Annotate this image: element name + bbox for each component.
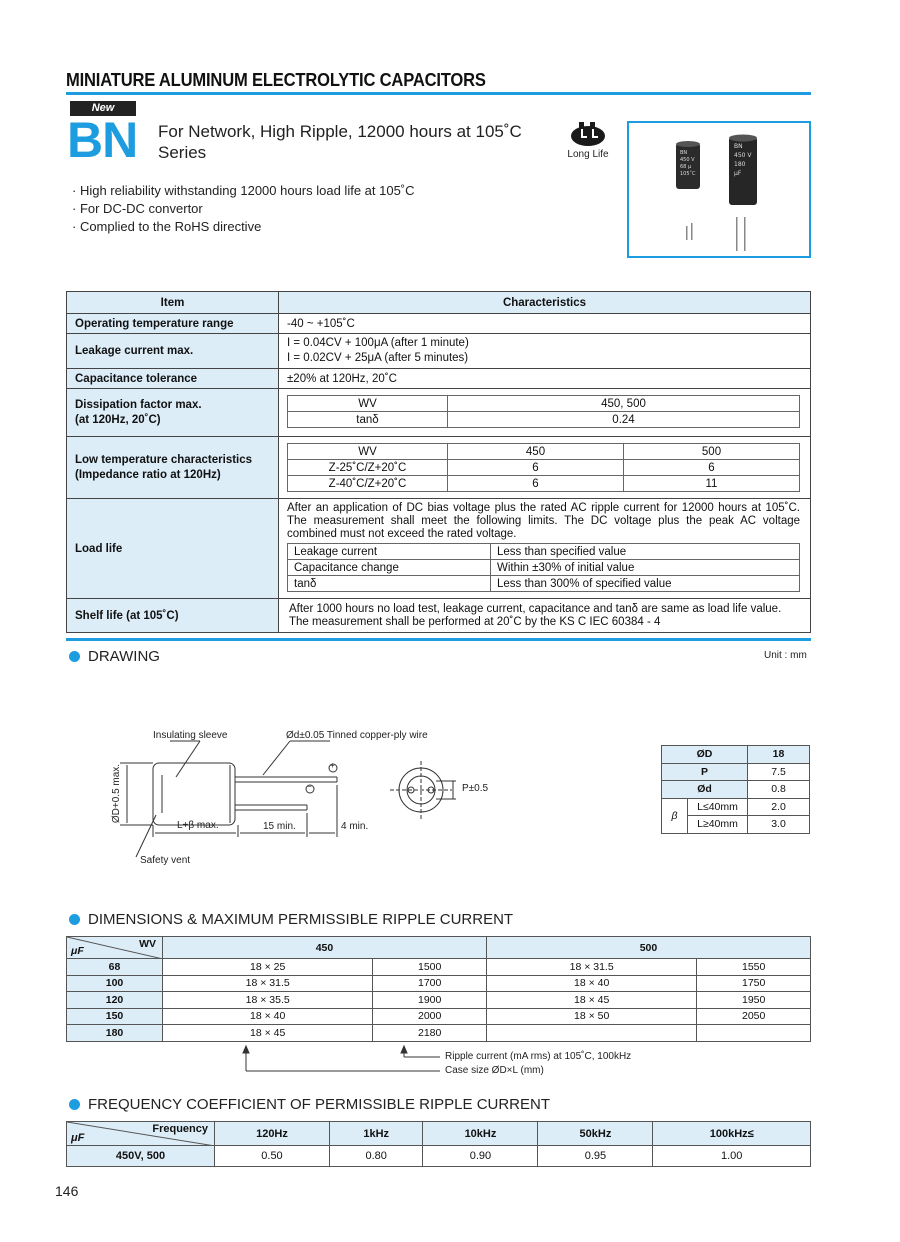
ripple-current	[697, 1025, 811, 1042]
series-subtitle	[158, 121, 522, 163]
ripple-uf: 100	[67, 975, 163, 992]
dim-header-18: 18	[748, 746, 810, 764]
shelf-life-label: Shelf life (at 105˚C)	[67, 599, 279, 633]
ripple-size: 18 × 40	[163, 1008, 373, 1025]
load-cell: Less than 300% of specified value	[491, 576, 800, 592]
freq-corner-uf: μF	[71, 1132, 85, 1144]
dim-value-l1: 2.0	[748, 798, 810, 816]
lt-cell: 500	[624, 444, 800, 460]
ripple-size	[486, 1025, 696, 1042]
freq-row-label: 450V, 500	[67, 1146, 215, 1167]
ripple-size: 18 × 35.5	[163, 992, 373, 1009]
dim-value-d: 0.8	[748, 781, 810, 799]
ripple-heading-text: DIMENSIONS & MAXIMUM PERMISSIBLE RIPPLE CURRENT	[88, 911, 514, 928]
long-life-label: Long Life	[567, 149, 609, 160]
lt-cell: 6	[624, 460, 800, 476]
freq-value: 0.95	[538, 1146, 653, 1167]
lt-cell: 6	[448, 460, 624, 476]
shelf-line-1: After 1000 hours no load test, leakage current, capacitance and tanδ are same as load life value.	[289, 603, 782, 615]
dim-row-l2: L≥40mm	[688, 816, 748, 834]
cap1-text-2: 450 V	[680, 157, 695, 163]
pitch-label: P±0.5	[462, 783, 489, 794]
dim-header-d: ØD	[662, 746, 748, 764]
dim-row-d: Ød	[662, 781, 748, 799]
df-label-2: (at 120Hz, 20˚C)	[75, 413, 161, 426]
capacitor-drawing	[100, 725, 520, 875]
lt-cell: WV	[288, 444, 448, 460]
lead-15-label: 15 min.	[263, 821, 296, 832]
feature-item: · For DC-DC convertor	[72, 201, 203, 216]
ripple-note-current: Ripple current (mA rms) at 105˚C, 100kHz	[445, 1051, 632, 1062]
load-life-text: After an application of DC bias voltage plus the rated AC ripple current for 12000 hours at 105˚C. The measurement shall meet the following limits. The DC voltage plus the peak AC voltage combined must not exceed the rated voltage.	[287, 502, 800, 540]
page-title: MINIATURE ALUMINUM ELECTROLYTIC CAPACITORS	[66, 70, 486, 90]
ripple-size: 18 × 31.5	[486, 959, 696, 976]
page-number: 146	[55, 1183, 79, 1199]
df-label-1: Dissipation factor max.	[75, 398, 202, 411]
freq-value: 1.00	[653, 1146, 811, 1167]
ripple-col-500: 500	[486, 937, 810, 959]
dim-row-p: P	[662, 763, 748, 781]
ripple-uf: 68	[67, 959, 163, 976]
drawing-heading-text: DRAWING	[88, 648, 160, 665]
low-temp-table	[287, 443, 800, 492]
freq-value: 0.80	[329, 1146, 423, 1167]
df-table	[287, 395, 800, 428]
cap1-text-4: 105˚C	[680, 171, 696, 177]
frequency-heading	[69, 1096, 550, 1113]
lt-cell: 450	[448, 444, 624, 460]
freq-col: 50kHz	[538, 1122, 653, 1146]
length-label: L+β max.	[177, 820, 219, 831]
lead-dimension-table	[661, 745, 810, 834]
leakage-line-2: I = 0.02CV + 25μA (after 5 minutes)	[287, 352, 469, 364]
freq-col: 100kHz≤	[653, 1122, 811, 1146]
wire-label: Ød±0.05 Tinned copper-ply wire	[286, 730, 428, 741]
leakage-label: Leakage current max.	[67, 334, 279, 369]
df-tan-value: 0.24	[448, 412, 800, 428]
ripple-size: 18 × 31.5	[163, 975, 373, 992]
ripple-heading	[69, 911, 513, 928]
shelf-line-2: The measurement shall be performed at 20˚C by the KS C IEC 60384 - 4	[289, 616, 661, 628]
ripple-col-450: 450	[163, 937, 487, 959]
ripple-current: 1950	[697, 992, 811, 1009]
lt-cell: Z-40˚C/Z+20˚C	[288, 476, 448, 492]
ripple-uf: 120	[67, 992, 163, 1009]
drawing-heading	[69, 648, 160, 665]
cap1-text-1: BN	[680, 150, 688, 156]
lt-cell: Z-25˚C/Z+20˚C	[288, 460, 448, 476]
ripple-size: 18 × 45	[486, 992, 696, 1009]
insulating-sleeve-label: Insulating sleeve	[153, 730, 228, 741]
specifications-table	[66, 291, 811, 633]
freq-col: 1kHz	[329, 1122, 423, 1146]
subtitle-line-2: Series	[158, 143, 207, 162]
lt-cell: 6	[448, 476, 624, 492]
cap-tolerance-value: ±20% at 120Hz, 20˚C	[279, 369, 811, 389]
ripple-current: 1750	[697, 975, 811, 992]
frequency-table	[66, 1121, 811, 1167]
feature-item: · High reliability withstanding 12000 hours load life at 105˚C	[72, 183, 415, 198]
leakage-line-1: I = 0.04CV + 100μA (after 1 minute)	[287, 337, 469, 349]
cap1-text-3: 68 μ	[680, 164, 692, 170]
low-temp-label-1: Low temperature characteristics	[75, 453, 253, 466]
df-wv-value: 450, 500	[448, 396, 800, 412]
df-tan-label: tanδ	[288, 412, 448, 428]
diameter-label: ØD+0.5 max.	[111, 763, 123, 824]
freq-col: 10kHz	[423, 1122, 538, 1146]
ripple-current: 1500	[373, 959, 487, 976]
load-cell: Capacitance change	[288, 560, 491, 576]
ripple-size: 18 × 40	[486, 975, 696, 992]
cap-tolerance-label: Capacitance tolerance	[67, 369, 279, 389]
cap2-text-2: 450 V	[734, 152, 752, 159]
freq-corner-frequency: Frequency	[152, 1123, 208, 1135]
ripple-current: 1700	[373, 975, 487, 992]
ripple-table	[66, 936, 811, 1042]
safety-vent-label: Safety vent	[140, 855, 191, 866]
new-badge: New	[70, 101, 136, 116]
op-temp-value: -40 ~ +105˚C	[279, 314, 811, 334]
title-rule	[66, 92, 811, 95]
plus-icon: +	[330, 761, 335, 770]
subtitle-line-1: For Network, High Ripple, 12000 hours at 105˚C	[158, 122, 522, 141]
lead-4-label: 4 min.	[341, 821, 369, 832]
freq-corner-cell	[67, 1122, 215, 1146]
load-cell: Leakage current	[288, 544, 491, 560]
cap2-text-1: BN	[734, 143, 743, 150]
col-header-item: Item	[67, 292, 279, 314]
load-life-table	[287, 543, 800, 592]
load-life-label: Load life	[67, 499, 279, 599]
feature-list	[72, 182, 415, 236]
feature-item: · Complied to the RoHS directive	[72, 219, 262, 234]
dim-row-l1: L≤40mm	[688, 798, 748, 816]
ripple-current: 2050	[697, 1008, 811, 1025]
bullet-icon	[69, 651, 80, 662]
ripple-current: 1550	[697, 959, 811, 976]
ripple-uf: 180	[67, 1025, 163, 1042]
dim-beta: β	[662, 798, 688, 833]
series-code: BN	[67, 112, 138, 168]
freq-value: 0.90	[423, 1146, 538, 1167]
ripple-uf: 150	[67, 1008, 163, 1025]
ripple-annotation	[240, 1044, 660, 1080]
ripple-size: 18 × 25	[163, 959, 373, 976]
load-cell: Within ±30% of initial value	[491, 560, 800, 576]
dim-value-p: 7.5	[748, 763, 810, 781]
minus-icon: −	[307, 782, 312, 791]
df-wv-label: WV	[288, 396, 448, 412]
ripple-corner-uf: μF	[71, 945, 84, 957]
ripple-current: 2180	[373, 1025, 487, 1042]
frequency-heading-text: FREQUENCY COEFFICIENT OF PERMISSIBLE RIPPLE CURRENT	[88, 1096, 551, 1113]
section-rule	[66, 638, 811, 641]
ripple-current: 1900	[373, 992, 487, 1009]
load-cell: tanδ	[288, 576, 491, 592]
ripple-current: 2000	[373, 1008, 487, 1025]
lt-cell: 11	[624, 476, 800, 492]
low-temp-label-2: (Impedance ratio at 120Hz)	[75, 468, 221, 481]
bullet-icon	[69, 914, 80, 925]
op-temp-label: Operating temperature range	[67, 314, 279, 334]
cap2-text-3: 180	[734, 161, 746, 168]
freq-col: 120Hz	[215, 1122, 330, 1146]
cap2-text-4: μF	[734, 170, 742, 177]
unit-label: Unit : mm	[764, 650, 807, 661]
col-header-characteristics: Characteristics	[279, 292, 811, 314]
ripple-size: 18 × 50	[486, 1008, 696, 1025]
load-cell: Less than specified value	[491, 544, 800, 560]
ripple-size: 18 × 45	[163, 1025, 373, 1042]
bullet-icon	[69, 1099, 80, 1110]
ripple-note-size: Case size ØD×L (mm)	[445, 1065, 544, 1076]
ripple-corner-cell	[67, 937, 163, 959]
capacitor-outline-icon	[100, 725, 520, 875]
dim-value-l2: 3.0	[748, 816, 810, 834]
long-life-logo-icon	[566, 118, 610, 153]
ripple-corner-wv: WV	[139, 938, 156, 950]
freq-value: 0.50	[215, 1146, 330, 1167]
product-photo	[627, 121, 811, 258]
